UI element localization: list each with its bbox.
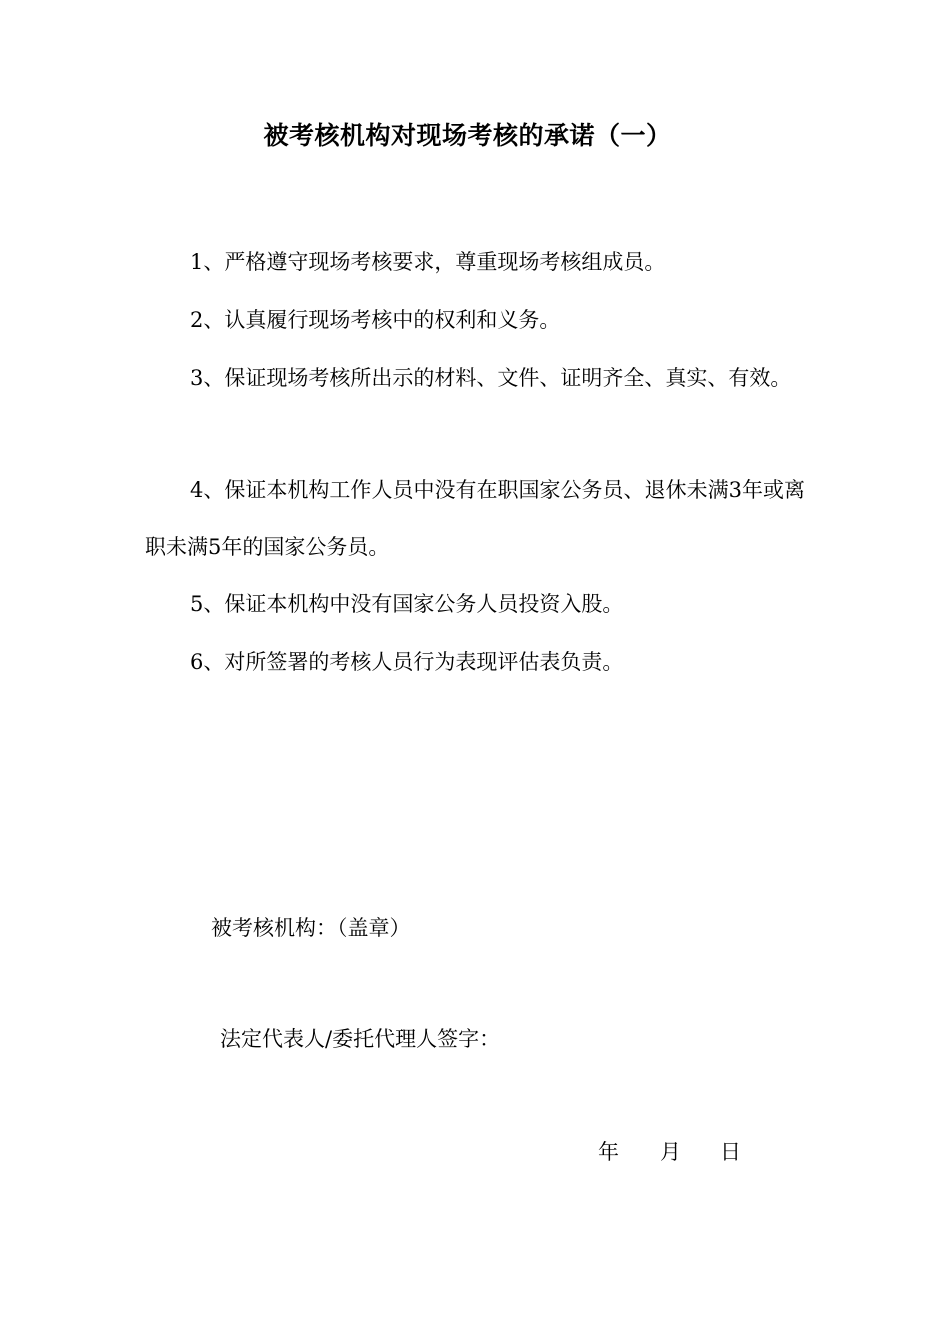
commitment-item-3: 3、保证现场考核所出示的材料、文件、证明齐全、真实、有效。 [190, 366, 792, 390]
commitment-item-6: 6、对所签署的考核人员行为表现评估表负责。 [190, 650, 624, 674]
date-year-label: 年 [598, 1140, 619, 1164]
commitment-item-5: 5、保证本机构中没有国家公务人员投资入股。 [190, 592, 624, 616]
date-day-label: 日 [720, 1140, 741, 1164]
signature-date [598, 1136, 741, 1166]
institution-seal-label: 被考核机构：（盖章） [211, 916, 411, 940]
commitment-item-2: 2、认真履行现场考核中的权利和义务。 [190, 308, 561, 332]
representative-signature-label: 法定代表人/委托代理人签字： [220, 1027, 501, 1051]
commitment-item-4: 4、保证本机构工作人员中没有在职国家公务员、退休未满3年或离职未满5年的国家公务员。 [145, 478, 805, 559]
document-title: 被考核机构对现场考核的承诺（一） [263, 121, 672, 150]
commitment-item-1: 1、严格遵守现场考核要求，尊重现场考核组成员。 [190, 250, 666, 274]
date-month-label: 月 [660, 1140, 681, 1164]
